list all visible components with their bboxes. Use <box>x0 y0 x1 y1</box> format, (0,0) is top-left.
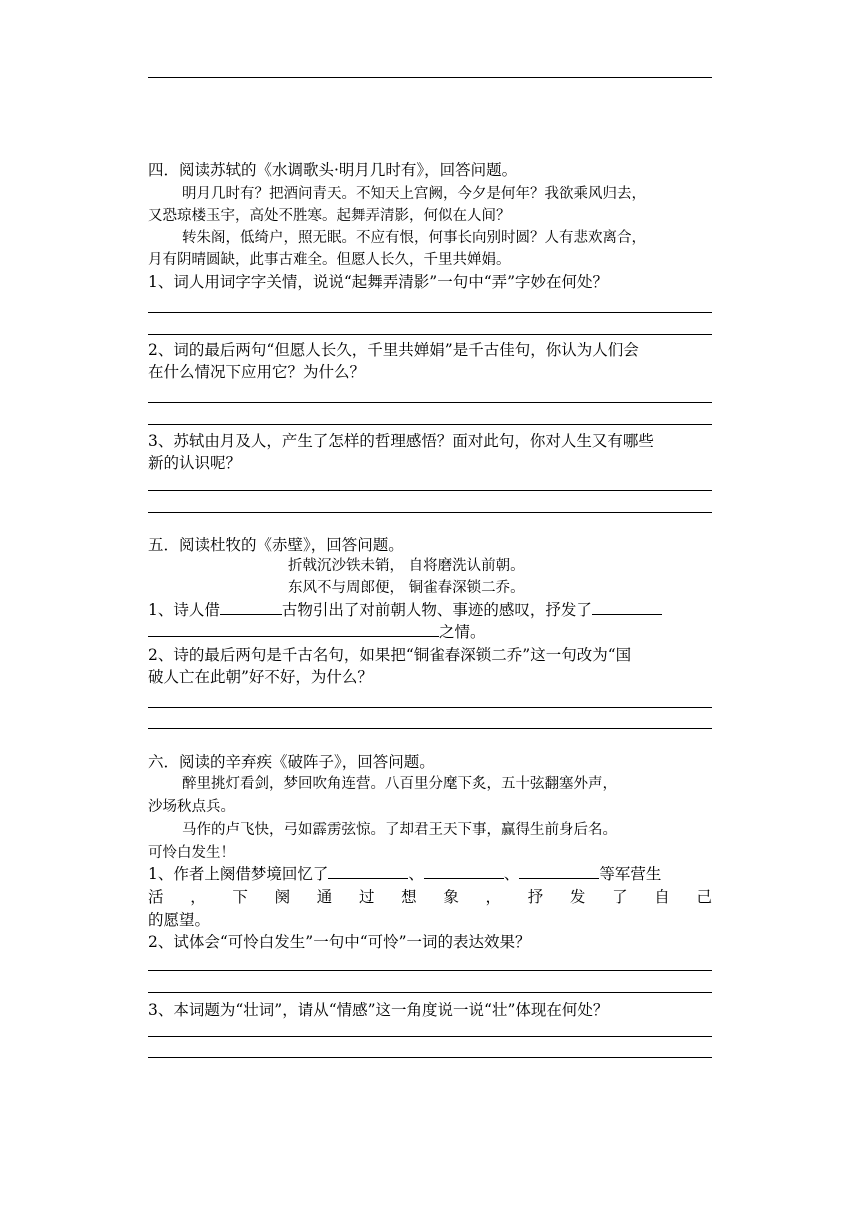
fill-blank[interactable] <box>220 600 282 615</box>
section6-question-1-line-2: 活 ， 下 阕 通 过 想 象 ， 抒 发 了 自 己 <box>148 888 712 906</box>
answer-line[interactable] <box>148 490 712 491</box>
section6-poem-line-3: 马作的卢飞快，弓如霹雳弦惊。了却君王天下事，赢得生前身后名。 <box>182 822 617 838</box>
section6-question-1-line-1 <box>148 864 712 884</box>
section4-poem-line-3: 转朱阁，低绮户，照无眠。不应有恨，何事长向别时圆？人有悲欢离合， <box>182 230 646 246</box>
answer-line[interactable] <box>148 1057 712 1058</box>
answer-line[interactable] <box>148 728 712 729</box>
section6-poem-line-4: 可怜白发生！ <box>148 845 235 861</box>
section5-poem-line-2: 东风不与周郎便， 铜雀春深锁二乔。 <box>288 580 525 596</box>
answer-line[interactable] <box>148 334 712 335</box>
q1-separator: 、 <box>503 865 520 883</box>
q1-text-a: 1、作者上阕借梦境回忆了 <box>148 865 329 883</box>
section4-poem-line-2: 又恐琼楼玉宇，高处不胜寒。起舞弄清影，何似在人间？ <box>148 208 511 224</box>
section5-question-1-line-2 <box>148 622 712 642</box>
section4-question-3-line-1: 3、苏轼由月及人，产生了怎样的哲理感悟？面对此句，你对人生又有哪些 <box>148 432 654 450</box>
section6-poem-line-2: 沙场秋点兵。 <box>148 799 235 815</box>
fill-blank[interactable] <box>328 864 408 879</box>
q1-text-b: 古物引出了对前朝人物、事迹的感叹，抒发了 <box>281 601 592 619</box>
section5-poem-line-1: 折戟沉沙铁未销， 自将磨洗认前朝。 <box>288 558 525 574</box>
header-rule <box>148 77 712 78</box>
section4-question-1: 1、词人用词字字关情，说说“起舞弄清影”一句中“弄”字妙在何处？ <box>148 273 609 291</box>
fill-blank[interactable] <box>519 864 599 879</box>
section6-heading: 六．阅读的辛弃疾《破阵子》，回答问题。 <box>148 753 435 771</box>
answer-line[interactable] <box>148 512 712 513</box>
section5-heading: 五．阅读杜牧的《赤壁》，回答问题。 <box>148 536 404 554</box>
answer-line[interactable] <box>148 970 712 971</box>
section4-question-3-line-2: 新的认识呢？ <box>148 454 242 472</box>
section5-question-1-line-1 <box>148 600 712 620</box>
q1-text-c: 之情。 <box>439 623 486 641</box>
fill-blank[interactable] <box>592 600 662 615</box>
fill-blank[interactable] <box>424 864 504 879</box>
section4-question-2-line-2: 在什么情况下应用它？为什么？ <box>148 363 366 381</box>
section4-question-2-line-1: 2、词的最后两句“但愿人长久，千里共婵娟”是千古佳句，你认为人们会 <box>148 341 639 359</box>
section6-question-3: 3、本词题为“壮词”，请从“情感”这一角度说一说“壮”体现在何处？ <box>148 1001 609 1019</box>
answer-line[interactable] <box>148 992 712 993</box>
answer-line[interactable] <box>148 424 712 425</box>
answer-line[interactable] <box>148 1036 712 1037</box>
section6-question-2: 2、试体会“可怜白发生”一句中“可怜”一词的表达效果？ <box>148 933 531 951</box>
section4-poem-line-4: 月有阴晴圆缺，此事古难全。但愿人长久，千里共婵娟。 <box>148 252 511 268</box>
section6-poem-line-1: 醉里挑灯看剑，梦回吹角连营。八百里分麾下炙，五十弦翻塞外声， <box>182 776 617 792</box>
answer-line[interactable] <box>148 707 712 708</box>
section5-question-2-line-1: 2、诗的最后两句是千古名句，如果把“铜雀春深锁二乔”这一句改为“国 <box>148 646 632 664</box>
section4-heading: 四．阅读苏轼的《水调歌头·明月几时有》，回答问题。 <box>148 161 518 179</box>
section5-question-2-line-2: 破人亡在此朝”好不好，为什么？ <box>148 668 373 686</box>
section4-poem-line-1: 明月几时有？把酒问青天。不知天上宫阙，今夕是何年？我欲乘风归去， <box>182 186 646 202</box>
q1-separator: 、 <box>408 865 424 883</box>
fill-blank[interactable] <box>148 622 439 637</box>
answer-line[interactable] <box>148 402 712 403</box>
answer-line[interactable] <box>148 312 712 313</box>
section6-question-1-line-3: 的愿望。 <box>148 911 211 929</box>
q1-text-b: 等军营生 <box>599 865 662 883</box>
q1-text-a: 1、诗人借 <box>148 601 220 619</box>
